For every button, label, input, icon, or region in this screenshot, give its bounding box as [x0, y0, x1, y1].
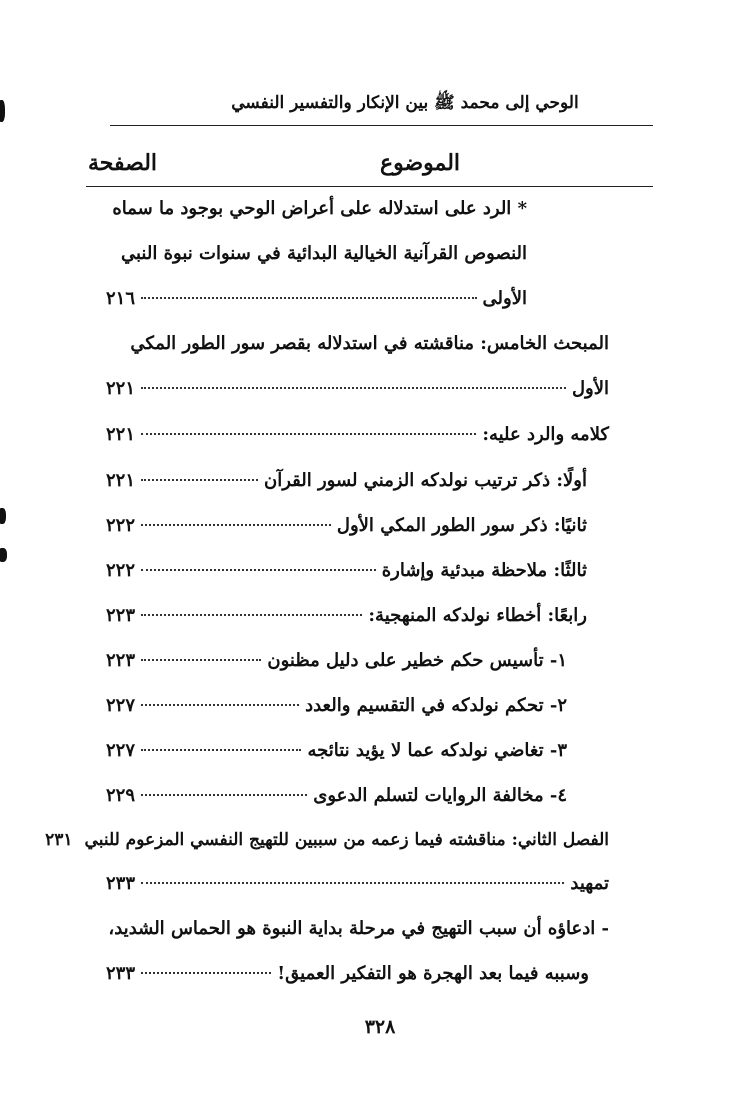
toc-entry-page: ٢٢٢	[106, 515, 136, 536]
toc-entry	[106, 198, 527, 230]
page-number: ٣٢٨	[364, 1016, 396, 1038]
toc-entry	[106, 515, 587, 547]
toc-entry-page: ٢٢١	[106, 470, 136, 491]
toc-entry-title: كلامه والرد عليه:	[482, 424, 609, 445]
column-header-page: الصفحة	[88, 150, 158, 176]
toc-leader	[141, 972, 271, 974]
toc-leader	[141, 749, 301, 751]
toc-entry	[106, 873, 609, 905]
toc-entry	[106, 918, 609, 950]
toc-leader	[141, 297, 477, 299]
toc-entry	[106, 605, 587, 637]
toc-entry-title: رابعًا: أخطاء نولدكه المنهجية:	[368, 605, 587, 626]
toc-entry-title: الأولى	[482, 288, 527, 309]
toc-entry	[106, 963, 589, 995]
toc-entry-page: ٢١٦	[106, 288, 136, 309]
toc-entry-page: ٢٢٢	[106, 560, 136, 581]
toc-entry	[106, 560, 587, 592]
toc-entry	[106, 785, 567, 817]
toc-leader	[141, 433, 476, 435]
toc-entry	[106, 740, 567, 772]
running-title: الوحي إلى محمد ﷺ بين الإنكار والتفسير النفسي	[231, 93, 579, 113]
toc-entry-title: المبحث الخامس: مناقشته في استدلاله بقصر سور الطور المكي	[130, 333, 609, 354]
toc-entry-title: ٤- مخالفة الروايات لتسلم الدعوى	[313, 785, 567, 806]
toc-leader	[141, 882, 564, 884]
toc-entry	[106, 378, 609, 410]
scan-edge-mark	[0, 100, 5, 122]
toc-entry-title: الأول	[571, 378, 609, 399]
toc-entry	[45, 830, 609, 862]
toc-leader	[141, 614, 362, 616]
toc-entry-title: ٢- تحكم نولدكه في التقسيم والعدد	[305, 695, 567, 716]
toc-entry	[106, 470, 587, 502]
toc-entry-title: وسببه فيما بعد الهجرة هو التفكير العميق!	[277, 963, 589, 984]
toc-entry-title: ثالثًا: ملاحظة مبدئية وإشارة	[381, 560, 587, 581]
toc-entry-title: النصوص القرآنية الخيالية البدائية في سنوات نبوة النبي	[120, 243, 527, 264]
toc-entry-page: ٢٣٣	[106, 963, 136, 984]
toc-leader	[141, 387, 566, 389]
toc-entry-title: ١- تأسيس حكم خطير على دليل مظنون	[267, 650, 567, 671]
toc-entry-page: ٢٢٧	[106, 695, 136, 716]
toc-entry-page: ٢٢١	[106, 424, 136, 445]
toc-entry-title: أولًا: ذكر ترتيب نولدكه الزمني لسور القرآن	[263, 470, 587, 491]
toc-entry-page: ٢٢٧	[106, 740, 136, 761]
toc-entry-title: ثانيًا: ذكر سور الطور المكي الأول	[336, 515, 587, 536]
toc-leader	[141, 569, 376, 571]
scan-edge-mark	[0, 508, 6, 524]
toc-entry-title: * الرد على استدلاله على أعراض الوحي بوجود ما سماه	[112, 198, 527, 219]
toc-leader	[141, 524, 331, 526]
toc-leader	[141, 479, 258, 481]
toc-entry-page: ٢٢٣	[106, 650, 136, 671]
toc-entry-page: ٢٢٣	[106, 605, 136, 626]
toc-entry-page: ٢٢٩	[106, 785, 136, 806]
scan-edge-mark	[0, 548, 7, 562]
toc-entry-title: تمهيد	[570, 873, 609, 894]
column-header-topic: الموضوع	[379, 150, 461, 176]
toc-entry	[106, 695, 567, 727]
toc-entry-title: - ادعاؤه أن سبب التهيج في مرحلة بداية النبوة هو الحماس الشديد،	[108, 918, 609, 939]
toc-entry	[106, 288, 527, 320]
toc-leader	[141, 704, 299, 706]
toc-entry	[106, 424, 609, 456]
toc-entry	[106, 650, 567, 682]
toc-entry-page: ٢٣١	[45, 830, 73, 850]
toc-entry-title: الفصل الثاني: مناقشته فيما زعمه من سببين للتهيج النفسي المزعوم للنبي	[84, 830, 609, 850]
toc-entry	[106, 333, 609, 365]
toc-entry-page: ٢٣٣	[106, 873, 136, 894]
toc-leader	[141, 794, 307, 796]
toc-entry-title: ٣- تغاضي نولدكه عما لا يؤيد نتائجه	[307, 740, 567, 761]
toc-entry-page: ٢٢١	[106, 378, 136, 399]
toc-entry	[106, 243, 527, 275]
toc-leader	[141, 659, 261, 661]
